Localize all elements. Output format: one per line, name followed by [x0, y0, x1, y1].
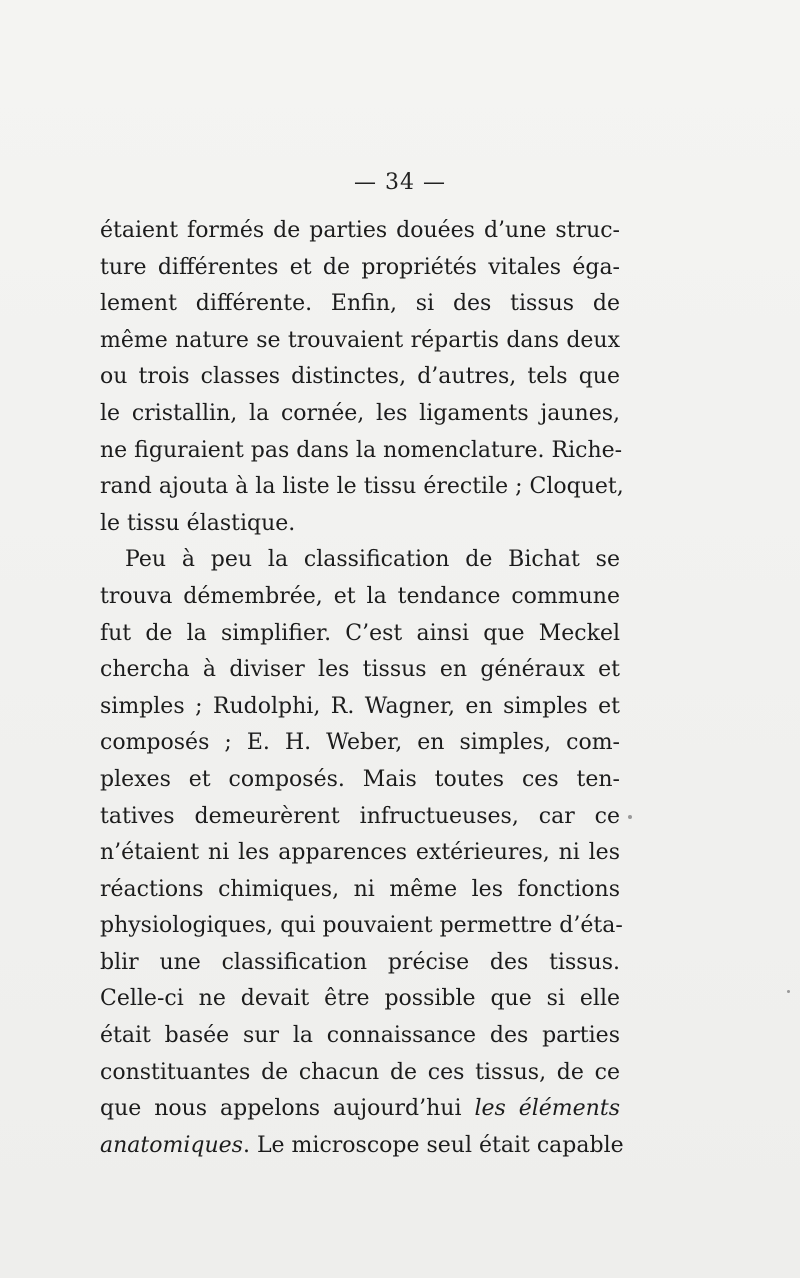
text-line: plexes et composés. Mais toutes ces ten- — [100, 766, 620, 792]
text-line: trouva démembrée, et la tendance commune — [100, 583, 620, 609]
text-line: constituantes de chacun de ces tissus, de ce — [100, 1059, 620, 1085]
text-line: chercha à diviser les tissus en généraux et — [100, 657, 620, 683]
text-line: était basée sur la connaissance des parties — [100, 1023, 620, 1049]
text-line: ture différentes et de propriétés vitales éga- — [100, 254, 620, 280]
text-fragment: que nous appelons aujourd’hui — [100, 1096, 475, 1122]
text-line: même nature se trouvaient répartis dans deux — [100, 327, 620, 353]
text-line: Peu à peu la classification de Bichat se — [125, 547, 620, 573]
body-text — [100, 213, 624, 1164]
text-line: rand ajouta à la liste le tissu érectile ; Cloquet, — [100, 474, 624, 500]
text-fragment: . Le microscope seul était capable — [242, 1132, 624, 1158]
text-line: le cristallin, la cornée, les ligaments jaunes, — [100, 400, 620, 426]
text-line: étaient formés de parties douées d’une struc- — [100, 218, 620, 243]
italic-term: les éléments — [474, 1096, 620, 1122]
text-line — [100, 1128, 624, 1165]
text-line: composés ; E. H. Weber, en simples, com- — [100, 730, 620, 756]
paper-speck — [628, 815, 632, 819]
text-line: le tissu élastique. — [100, 510, 296, 536]
text-line: physiologiques, qui pouvaient permettre d’éta- — [100, 913, 623, 939]
italic-term: anatomiques — [100, 1132, 243, 1158]
text-line: ou trois classes distinctes, d’autres, tels que — [100, 364, 620, 390]
text-line: fut de la simplifier. C’est ainsi que Meckel — [100, 620, 620, 646]
paragraph-1 — [100, 213, 624, 542]
text-line: lement différente. Enfin, si des tissus de — [100, 291, 620, 317]
text-line: ne figuraient pas dans la nomenclature. Riche- — [100, 437, 623, 463]
text-line — [100, 1091, 620, 1128]
text-line: simples ; Rudolphi, R. Wagner, en simples et — [100, 693, 620, 719]
paper-speck — [787, 990, 790, 993]
paragraph-2 — [100, 542, 624, 1164]
text-line: tatives demeurèrent infructueuses, car ce — [100, 803, 620, 829]
page-number: — 34 — — [354, 170, 446, 195]
text-line: réactions chimiques, ni même les fonctions — [100, 876, 620, 902]
text-line: blir une classification précise des tissus. — [100, 949, 620, 975]
text-line: n’étaient ni les apparences extérieures, ni les — [100, 840, 620, 866]
text-line: Celle-ci ne devait être possible que si elle — [100, 986, 620, 1012]
